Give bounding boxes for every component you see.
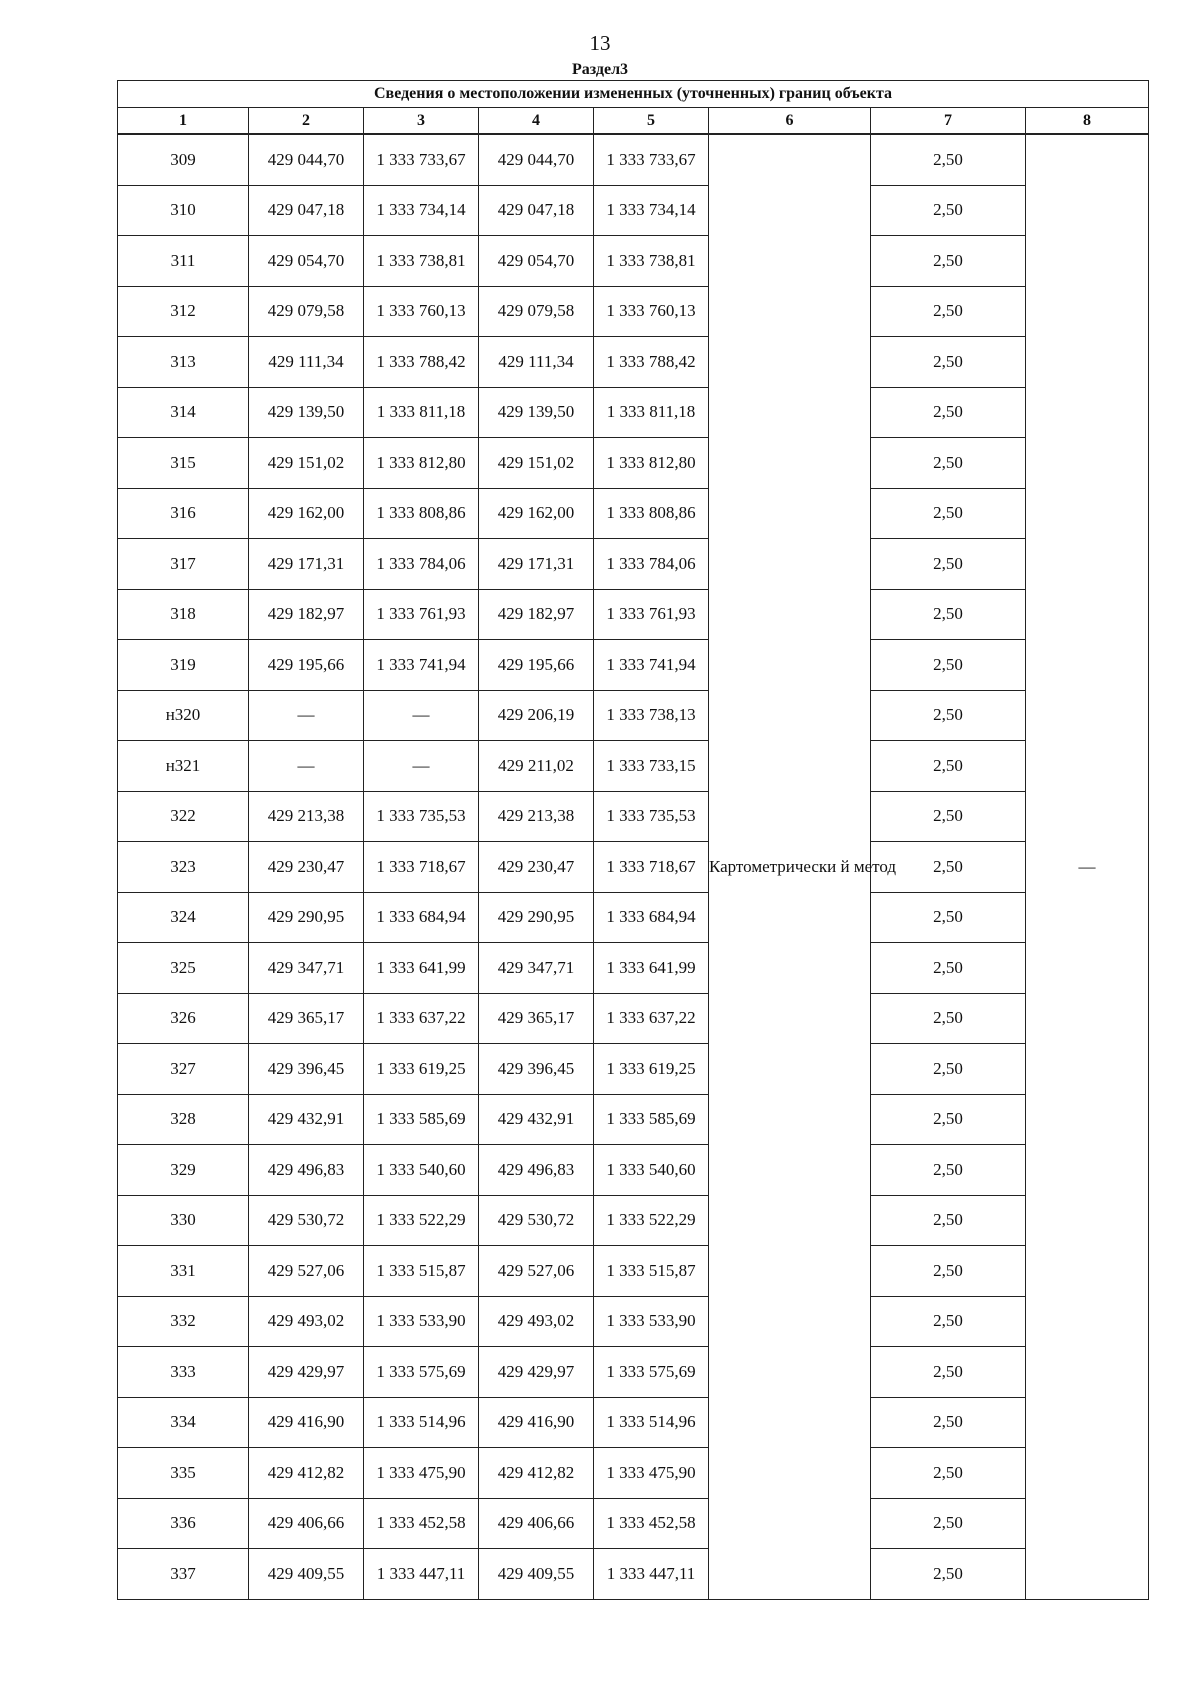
- cell-point: 322: [118, 791, 249, 842]
- cell-x-old: 429 496,83: [249, 1145, 364, 1196]
- cell-y-new: 1 333 575,69: [594, 1347, 709, 1398]
- cell-accuracy: 2,50: [871, 1347, 1026, 1398]
- cell-y-old: 1 333 811,18: [364, 387, 479, 438]
- table-row: [118, 1549, 1149, 1600]
- table-row: [118, 892, 1149, 943]
- cell-point: 313: [118, 337, 249, 388]
- cell-accuracy: 2,50: [871, 640, 1026, 691]
- table-row: [118, 1296, 1149, 1347]
- cell-x-new: 429 527,06: [479, 1246, 594, 1297]
- cell-accuracy: 2,50: [871, 690, 1026, 741]
- cell-accuracy: 2,50: [871, 842, 1026, 893]
- cell-y-new: 1 333 641,99: [594, 943, 709, 994]
- table-row: [118, 286, 1149, 337]
- column-number: 3: [364, 108, 479, 135]
- cell-x-old: 429 493,02: [249, 1296, 364, 1347]
- table-row: [118, 690, 1149, 741]
- cell-y-new: 1 333 585,69: [594, 1094, 709, 1145]
- cell-y-new: 1 333 811,18: [594, 387, 709, 438]
- cell-y-new: 1 333 733,15: [594, 741, 709, 792]
- cell-y-new: 1 333 735,53: [594, 791, 709, 842]
- cell-x-new: 429 406,66: [479, 1498, 594, 1549]
- cell-x-new: 429 044,70: [479, 134, 594, 185]
- cell-x-new: 429 206,19: [479, 690, 594, 741]
- cell-accuracy: 2,50: [871, 892, 1026, 943]
- cell-x-new: 429 409,55: [479, 1549, 594, 1600]
- column-number: 1: [118, 108, 249, 135]
- table-body: [118, 134, 1149, 1599]
- cell-x-new: 429 151,02: [479, 438, 594, 489]
- cell-x-new: 429 230,47: [479, 842, 594, 893]
- cell-x-old: 429 412,82: [249, 1448, 364, 1499]
- cell-y-new: 1 333 540,60: [594, 1145, 709, 1196]
- column-number: 8: [1026, 108, 1149, 135]
- cell-x-old: 429 230,47: [249, 842, 364, 893]
- cell-y-new: 1 333 734,14: [594, 185, 709, 236]
- cell-y-old: 1 333 808,86: [364, 488, 479, 539]
- table-row: [118, 236, 1149, 287]
- cell-y-new: 1 333 475,90: [594, 1448, 709, 1499]
- cell-point: 312: [118, 286, 249, 337]
- table-row: [118, 1498, 1149, 1549]
- cell-point: 318: [118, 589, 249, 640]
- cell-x-old: 429 044,70: [249, 134, 364, 185]
- cell-y-old: 1 333 735,53: [364, 791, 479, 842]
- cell-point: 316: [118, 488, 249, 539]
- table-caption: Сведения о местоположении измененных (уточненных) границ объекта: [118, 81, 1149, 108]
- cell-accuracy: 2,50: [871, 134, 1026, 185]
- cell-x-old: 429 290,95: [249, 892, 364, 943]
- cell-accuracy: 2,50: [871, 539, 1026, 590]
- cell-x-old: 429 429,97: [249, 1347, 364, 1398]
- cell-point: 337: [118, 1549, 249, 1600]
- cell-y-old: 1 333 812,80: [364, 438, 479, 489]
- cell-y-new: 1 333 788,42: [594, 337, 709, 388]
- cell-y-old: 1 333 738,81: [364, 236, 479, 287]
- cell-point: 311: [118, 236, 249, 287]
- table-row: [118, 337, 1149, 388]
- cell-accuracy: 2,50: [871, 993, 1026, 1044]
- cell-point: н320: [118, 690, 249, 741]
- cell-x-new: 429 347,71: [479, 943, 594, 994]
- cell-x-new: 429 530,72: [479, 1195, 594, 1246]
- cell-x-new: 429 365,17: [479, 993, 594, 1044]
- cell-y-old: 1 333 741,94: [364, 640, 479, 691]
- table-row: [118, 134, 1149, 185]
- cell-y-new: 1 333 760,13: [594, 286, 709, 337]
- cell-point: 330: [118, 1195, 249, 1246]
- cell-point: 325: [118, 943, 249, 994]
- cell-x-old: 429 365,17: [249, 993, 364, 1044]
- cell-accuracy: 2,50: [871, 1145, 1026, 1196]
- cell-y-new: 1 333 684,94: [594, 892, 709, 943]
- cell-point: 309: [118, 134, 249, 185]
- cell-accuracy: 2,50: [871, 741, 1026, 792]
- cell-x-old: 429 396,45: [249, 1044, 364, 1095]
- cell-y-old: 1 333 784,06: [364, 539, 479, 590]
- cell-accuracy: 2,50: [871, 236, 1026, 287]
- cell-accuracy: 2,50: [871, 943, 1026, 994]
- cell-point: 319: [118, 640, 249, 691]
- cell-point: 323: [118, 842, 249, 893]
- cell-y-old: 1 333 788,42: [364, 337, 479, 388]
- cell-point: 324: [118, 892, 249, 943]
- cell-x-new: 429 290,95: [479, 892, 594, 943]
- cell-column-8: —: [1026, 134, 1149, 1599]
- cell-accuracy: 2,50: [871, 185, 1026, 236]
- cell-accuracy: 2,50: [871, 286, 1026, 337]
- table-row: [118, 1145, 1149, 1196]
- cell-y-new: 1 333 718,67: [594, 842, 709, 893]
- cell-y-old: —: [364, 741, 479, 792]
- cell-y-old: 1 333 718,67: [364, 842, 479, 893]
- cell-y-new: 1 333 812,80: [594, 438, 709, 489]
- cell-y-old: 1 333 637,22: [364, 993, 479, 1044]
- cell-y-new: 1 333 533,90: [594, 1296, 709, 1347]
- cell-point: 336: [118, 1498, 249, 1549]
- table-row: [118, 943, 1149, 994]
- cell-point: 310: [118, 185, 249, 236]
- column-number: 5: [594, 108, 709, 135]
- cell-x-old: 429 111,34: [249, 337, 364, 388]
- cell-y-old: 1 333 447,11: [364, 1549, 479, 1600]
- table-row: [118, 488, 1149, 539]
- cell-y-old: —: [364, 690, 479, 741]
- cell-x-old: 429 047,18: [249, 185, 364, 236]
- table-row: [118, 791, 1149, 842]
- cell-accuracy: 2,50: [871, 387, 1026, 438]
- cell-x-old: 429 213,38: [249, 791, 364, 842]
- table-row: [118, 589, 1149, 640]
- cell-point: 314: [118, 387, 249, 438]
- cell-method: Картометрически й метод: [709, 134, 871, 1599]
- cell-y-old: 1 333 684,94: [364, 892, 479, 943]
- cell-x-new: 429 182,97: [479, 589, 594, 640]
- cell-point: 332: [118, 1296, 249, 1347]
- cell-y-new: 1 333 761,93: [594, 589, 709, 640]
- cell-y-new: 1 333 619,25: [594, 1044, 709, 1095]
- cell-x-new: 429 171,31: [479, 539, 594, 590]
- column-number: 7: [871, 108, 1026, 135]
- cell-x-old: 429 409,55: [249, 1549, 364, 1600]
- cell-x-old: 429 527,06: [249, 1246, 364, 1297]
- table-row: [118, 1347, 1149, 1398]
- cell-y-old: 1 333 452,58: [364, 1498, 479, 1549]
- cell-y-old: 1 333 734,14: [364, 185, 479, 236]
- cell-x-new: 429 213,38: [479, 791, 594, 842]
- cell-accuracy: 2,50: [871, 1044, 1026, 1095]
- cell-point: 326: [118, 993, 249, 1044]
- cell-x-old: —: [249, 690, 364, 741]
- cell-x-old: 429 406,66: [249, 1498, 364, 1549]
- cell-point: 328: [118, 1094, 249, 1145]
- cell-y-new: 1 333 741,94: [594, 640, 709, 691]
- column-number: 6: [709, 108, 871, 135]
- cell-x-old: 429 139,50: [249, 387, 364, 438]
- page-number: 13: [589, 31, 611, 55]
- table-row: [118, 741, 1149, 792]
- cell-x-new: 429 412,82: [479, 1448, 594, 1499]
- cell-x-old: 429 171,31: [249, 539, 364, 590]
- table-row: [118, 539, 1149, 590]
- cell-point: 329: [118, 1145, 249, 1196]
- table-row: [118, 1094, 1149, 1145]
- cell-y-new: 1 333 733,67: [594, 134, 709, 185]
- cell-x-old: 429 416,90: [249, 1397, 364, 1448]
- column-number-row: [118, 108, 1149, 135]
- table-row: [118, 1448, 1149, 1499]
- cell-x-old: 429 347,71: [249, 943, 364, 994]
- cell-x-new: 429 139,50: [479, 387, 594, 438]
- cell-x-old: 429 079,58: [249, 286, 364, 337]
- cell-x-new: 429 396,45: [479, 1044, 594, 1095]
- cell-y-old: 1 333 514,96: [364, 1397, 479, 1448]
- cell-x-new: 429 416,90: [479, 1397, 594, 1448]
- cell-x-old: 429 530,72: [249, 1195, 364, 1246]
- cell-y-old: 1 333 575,69: [364, 1347, 479, 1398]
- cell-y-old: 1 333 733,67: [364, 134, 479, 185]
- cell-x-new: 429 211,02: [479, 741, 594, 792]
- cell-point: н321: [118, 741, 249, 792]
- cell-point: 331: [118, 1246, 249, 1297]
- cell-x-old: 429 195,66: [249, 640, 364, 691]
- cell-x-old: —: [249, 741, 364, 792]
- cell-y-new: 1 333 452,58: [594, 1498, 709, 1549]
- cell-x-new: 429 079,58: [479, 286, 594, 337]
- cell-y-old: 1 333 522,29: [364, 1195, 479, 1246]
- table-row: [118, 993, 1149, 1044]
- cell-accuracy: 2,50: [871, 337, 1026, 388]
- cell-x-old: 429 182,97: [249, 589, 364, 640]
- table-row: [118, 1195, 1149, 1246]
- cell-y-new: 1 333 637,22: [594, 993, 709, 1044]
- cell-accuracy: 2,50: [871, 488, 1026, 539]
- cell-y-old: 1 333 585,69: [364, 1094, 479, 1145]
- cell-x-new: 429 493,02: [479, 1296, 594, 1347]
- cell-y-new: 1 333 522,29: [594, 1195, 709, 1246]
- cell-y-old: 1 333 475,90: [364, 1448, 479, 1499]
- cell-x-new: 429 054,70: [479, 236, 594, 287]
- table-row: [118, 438, 1149, 489]
- cell-y-new: 1 333 784,06: [594, 539, 709, 590]
- cell-y-new: 1 333 514,96: [594, 1397, 709, 1448]
- cell-y-old: 1 333 540,60: [364, 1145, 479, 1196]
- table-row: [118, 842, 1149, 893]
- cell-x-old: 429 432,91: [249, 1094, 364, 1145]
- table-row: [118, 640, 1149, 691]
- cell-point: 327: [118, 1044, 249, 1095]
- table-row: [118, 387, 1149, 438]
- cell-y-new: 1 333 515,87: [594, 1246, 709, 1297]
- cell-accuracy: 2,50: [871, 1549, 1026, 1600]
- cell-x-new: 429 195,66: [479, 640, 594, 691]
- cell-accuracy: 2,50: [871, 1498, 1026, 1549]
- cell-point: 334: [118, 1397, 249, 1448]
- cell-x-old: 429 054,70: [249, 236, 364, 287]
- cell-y-old: 1 333 760,13: [364, 286, 479, 337]
- cell-x-new: 429 496,83: [479, 1145, 594, 1196]
- cell-point: 315: [118, 438, 249, 489]
- cell-y-new: 1 333 808,86: [594, 488, 709, 539]
- cell-point: 335: [118, 1448, 249, 1499]
- cell-accuracy: 2,50: [871, 791, 1026, 842]
- cell-y-new: 1 333 738,81: [594, 236, 709, 287]
- cell-x-new: 429 047,18: [479, 185, 594, 236]
- cell-y-new: 1 333 447,11: [594, 1549, 709, 1600]
- cell-y-new: 1 333 738,13: [594, 690, 709, 741]
- cell-x-new: 429 432,91: [479, 1094, 594, 1145]
- cell-x-new: 429 429,97: [479, 1347, 594, 1398]
- cell-accuracy: 2,50: [871, 1094, 1026, 1145]
- column-number: 4: [479, 108, 594, 135]
- cell-x-new: 429 111,34: [479, 337, 594, 388]
- cell-accuracy: 2,50: [871, 1195, 1026, 1246]
- cell-y-old: 1 333 619,25: [364, 1044, 479, 1095]
- cell-point: 333: [118, 1347, 249, 1398]
- cell-y-old: 1 333 761,93: [364, 589, 479, 640]
- cell-x-new: 429 162,00: [479, 488, 594, 539]
- boundary-coordinates-table: [117, 80, 1149, 1600]
- table-row: [118, 1246, 1149, 1297]
- cell-point: 317: [118, 539, 249, 590]
- cell-y-old: 1 333 533,90: [364, 1296, 479, 1347]
- cell-accuracy: 2,50: [871, 1296, 1026, 1347]
- table-row: [118, 1044, 1149, 1095]
- cell-x-old: 429 162,00: [249, 488, 364, 539]
- section-title: Раздел3: [571, 61, 629, 78]
- cell-y-old: 1 333 515,87: [364, 1246, 479, 1297]
- cell-accuracy: 2,50: [871, 589, 1026, 640]
- cell-accuracy: 2,50: [871, 438, 1026, 489]
- cell-accuracy: 2,50: [871, 1448, 1026, 1499]
- column-number: 2: [249, 108, 364, 135]
- table-row: [118, 185, 1149, 236]
- cell-accuracy: 2,50: [871, 1397, 1026, 1448]
- table-row: [118, 1397, 1149, 1448]
- cell-x-old: 429 151,02: [249, 438, 364, 489]
- cell-accuracy: 2,50: [871, 1246, 1026, 1297]
- cell-y-old: 1 333 641,99: [364, 943, 479, 994]
